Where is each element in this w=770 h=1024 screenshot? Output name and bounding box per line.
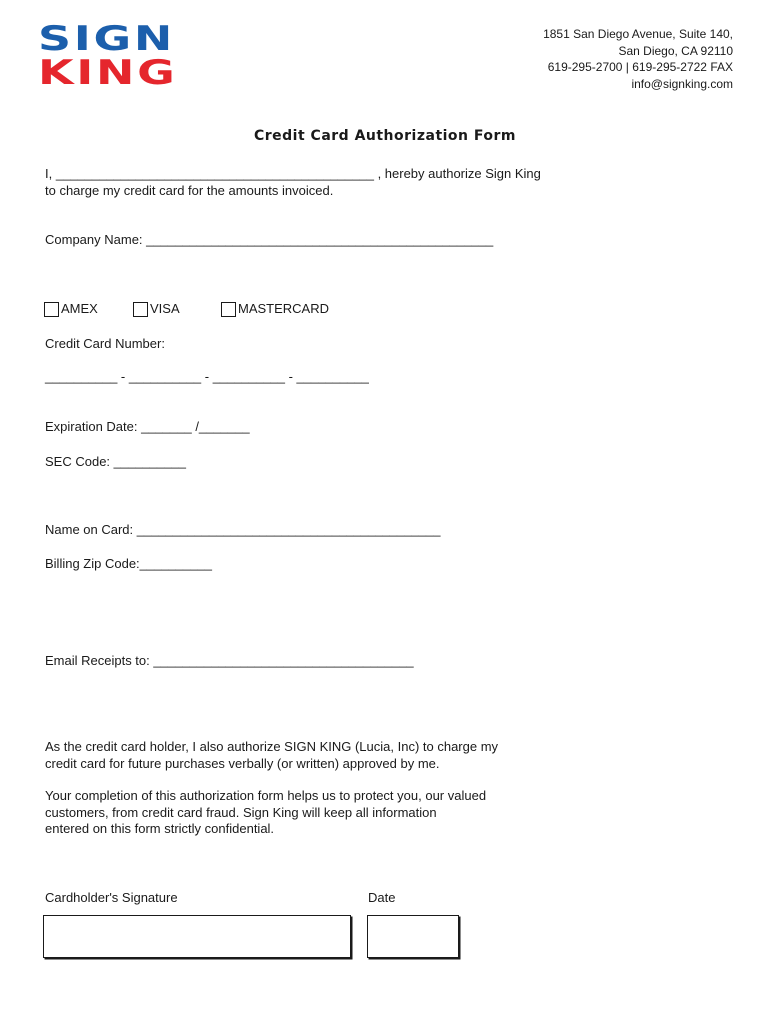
- visa-checkbox[interactable]: [133, 302, 148, 317]
- visa-label: VISA: [150, 301, 180, 316]
- address-phone: 619-295-2700 | 619-295-2722 FAX: [547, 60, 733, 74]
- future-purchase-authorization: [45, 739, 498, 772]
- signature-label: Cardholder's Signature: [45, 890, 178, 905]
- privacy-line: Your completion of this authorization form helps us to protect you, our valued: [45, 788, 487, 803]
- address-street: 1851 San Diego Avenue, Suite 140,: [543, 27, 733, 41]
- date-box[interactable]: [367, 915, 459, 958]
- signature-box[interactable]: [43, 915, 351, 958]
- auth-para-line: credit card for future purchases verbally (or written) approved by me.: [45, 755, 440, 771]
- privacy-line: customers, from credit card fraud. Sign King will keep all information: [45, 804, 437, 820]
- sign-king-logo: [38, 19, 178, 93]
- sec-code-field[interactable]: SEC Code: __________: [45, 454, 186, 469]
- amex-label: AMEX: [61, 301, 98, 316]
- logo-line-king: KING: [38, 53, 178, 93]
- auth-para-line: As the credit card holder, I also authorize SIGN KING (Lucia, Inc) to charge my: [45, 739, 499, 754]
- billing-zip-field[interactable]: Billing Zip Code:__________: [45, 556, 212, 571]
- privacy-statement: [45, 788, 486, 838]
- card-type-visa[interactable]: [133, 301, 180, 317]
- authorize-text: to charge my credit card for the amounts invoiced.: [45, 183, 334, 198]
- email-receipts-field[interactable]: Email Receipts to: ____________________________________: [45, 653, 414, 668]
- amex-checkbox[interactable]: [44, 302, 59, 317]
- card-type-amex[interactable]: [44, 301, 98, 317]
- mastercard-label: MASTERCARD: [238, 301, 330, 316]
- address-city: San Diego, CA 92110: [618, 43, 733, 58]
- authorize-name-field[interactable]: I, ____________________________________________ , hereby authorize Sign King: [45, 166, 541, 181]
- privacy-line: entered on this form strictly confidential.: [45, 821, 275, 836]
- company-name-field[interactable]: Company Name: ________________________________________________: [45, 232, 494, 247]
- name-on-card-field[interactable]: Name on Card: __________________________________________: [45, 522, 441, 537]
- mastercard-checkbox[interactable]: [221, 302, 236, 317]
- card-number-label: Credit Card Number:: [45, 336, 165, 351]
- logo-line-sign: SIGN: [38, 19, 176, 59]
- form-title: Credit Card Authorization Form: [253, 128, 517, 144]
- address-email: info@signking.com: [631, 76, 733, 91]
- date-label: Date: [368, 890, 396, 905]
- card-type-mastercard[interactable]: [221, 301, 329, 317]
- card-number-field[interactable]: __________ - __________ - __________ - __________: [45, 369, 369, 384]
- company-address: [543, 26, 733, 92]
- expiration-date-field[interactable]: Expiration Date: _______ /_______: [45, 419, 250, 434]
